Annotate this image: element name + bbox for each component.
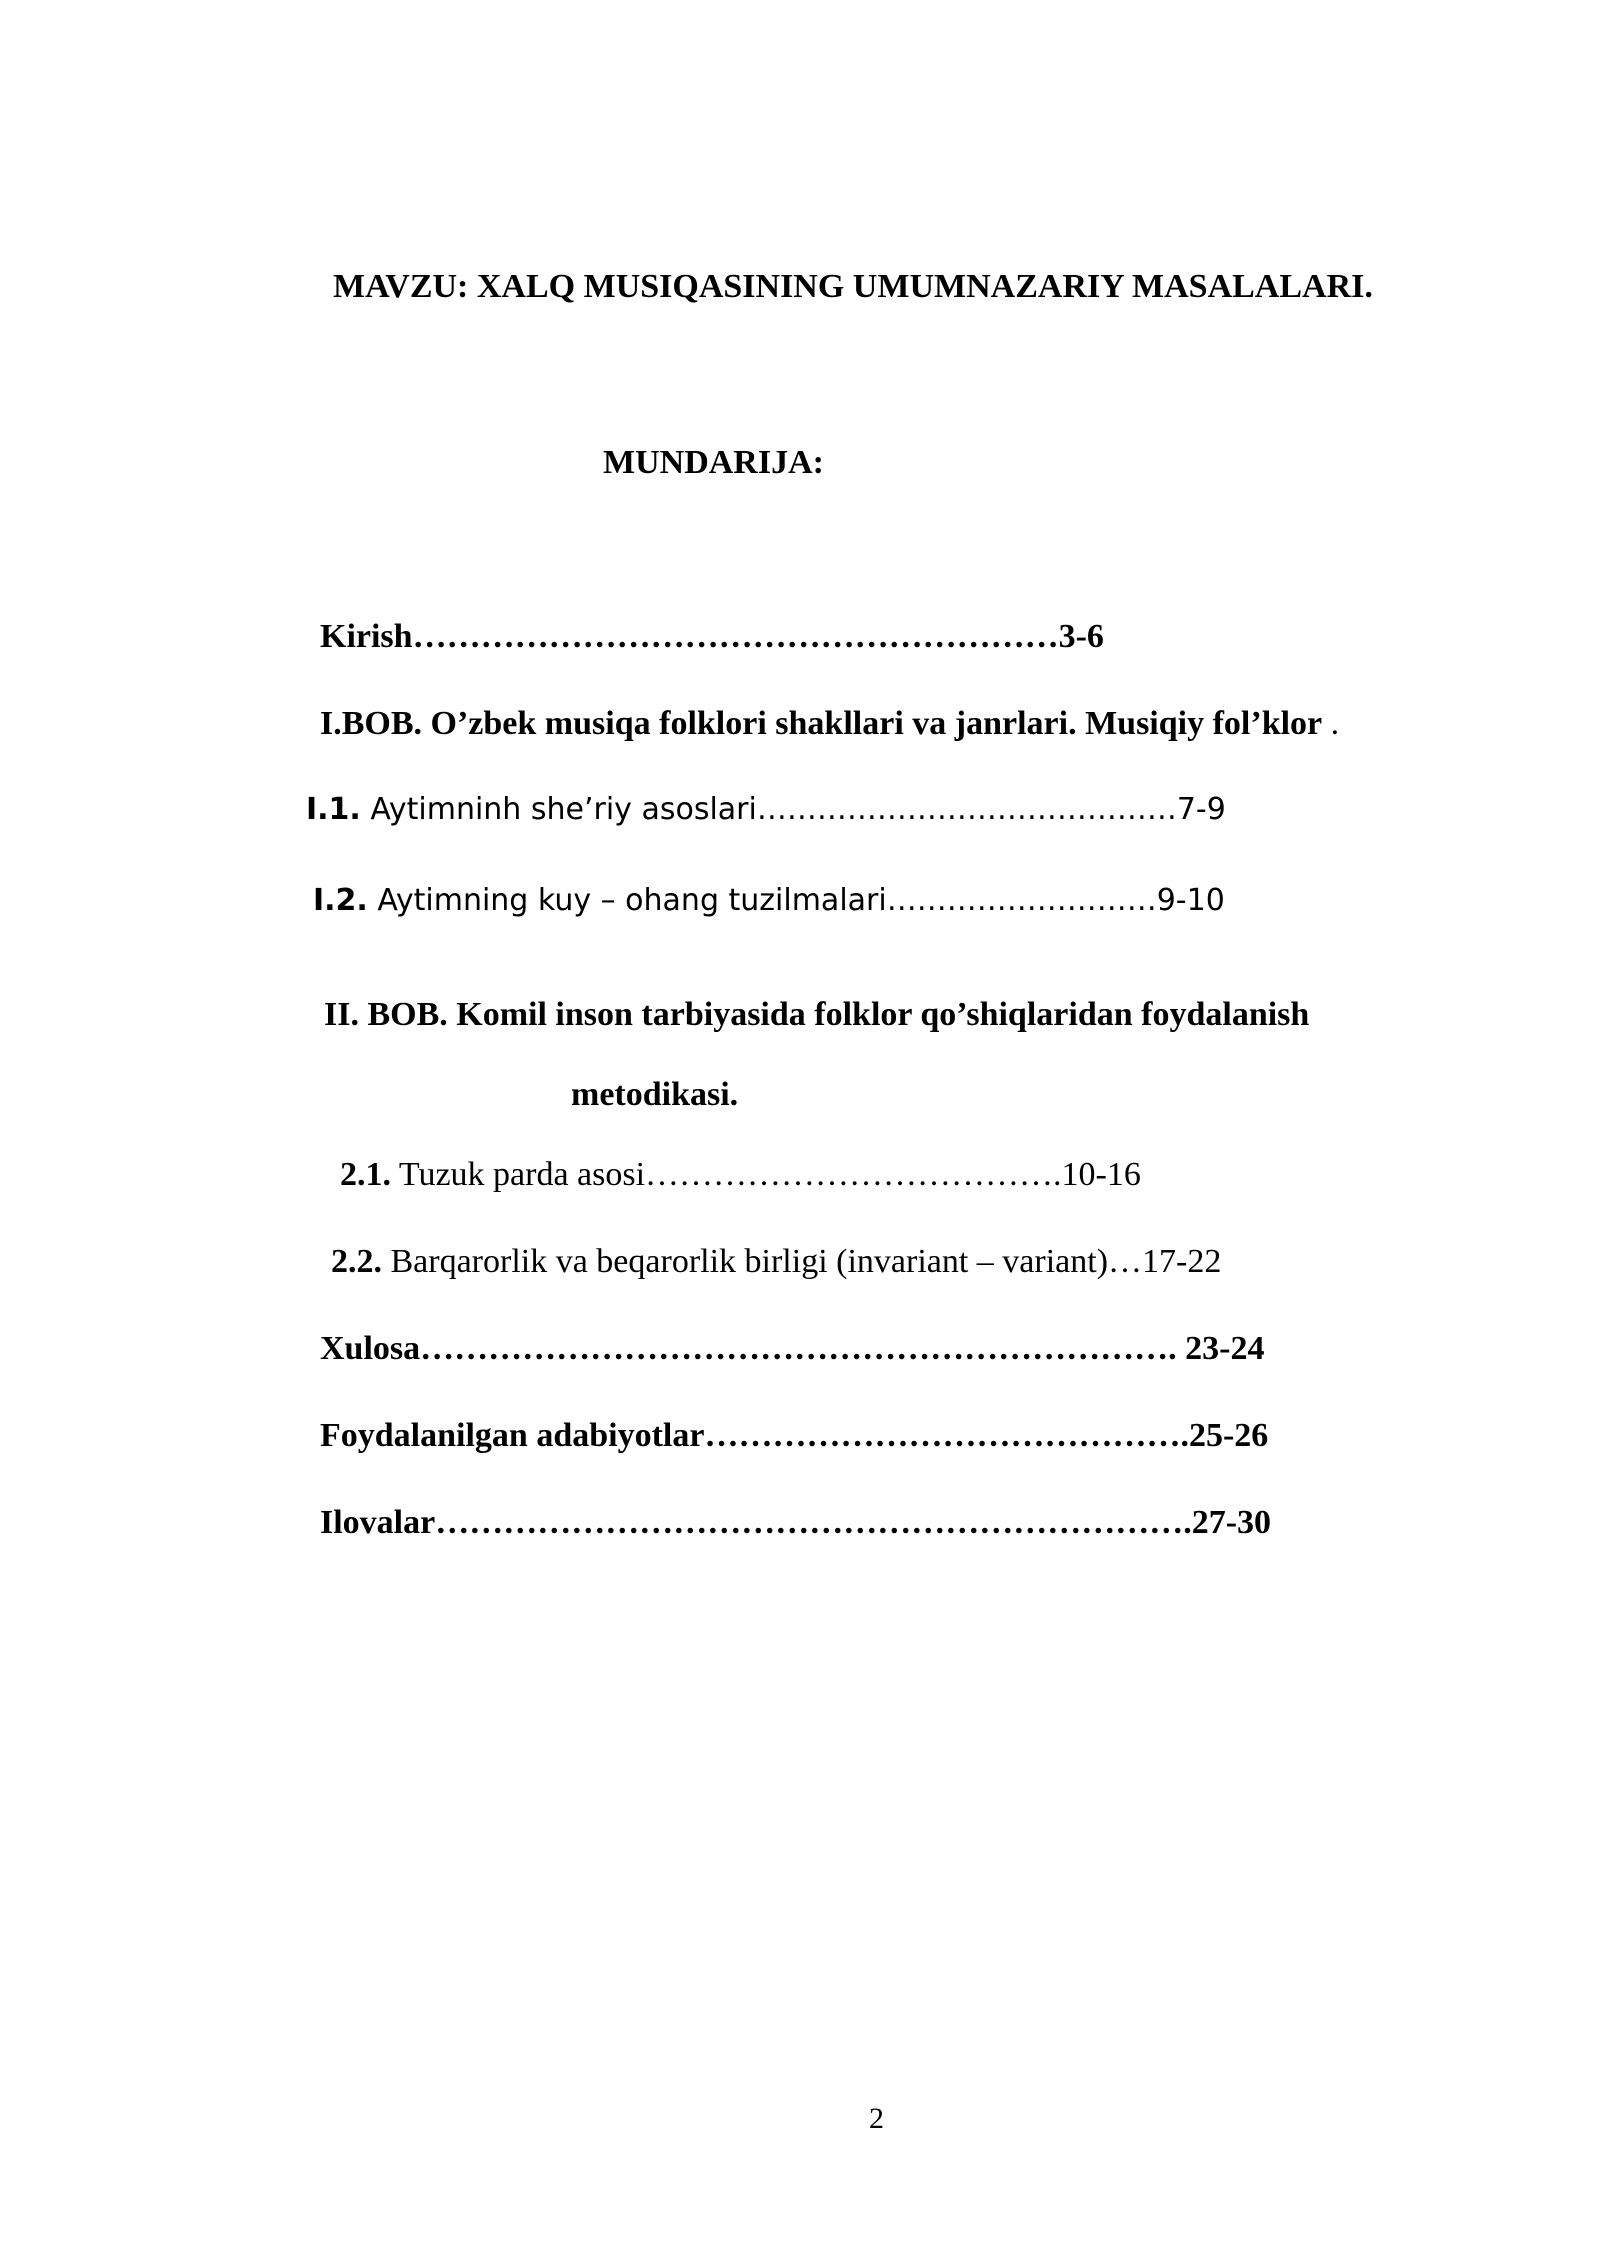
toc-entry-section-2-1 [340,1158,1141,1192]
toc-heading: MUNDARIJA: [603,444,824,481]
toc-entry-chapter-1 [320,707,1339,741]
toc-entry-chapter-2-line-1: II. BOB. Komil inson tarbiyasida folklor qo’shiqlaridan foydalanish [324,996,1310,1033]
toc-entry-section-2-2-number: 2.2. [331,1243,382,1280]
toc-entry-section-1-1-number: I.1. [306,792,361,827]
toc-entry-chapter-1-dot: . [1322,705,1340,742]
toc-entry-section-1-2 [313,883,1225,918]
toc-entry-section-2-1-number: 2.1. [340,1156,391,1193]
toc-entry-section-1-2-text: Aytimning kuy – ohang tuzilmalari………………………9-10 [367,883,1225,918]
toc-entry-section-2-2 [331,1245,1221,1279]
toc-entry-chapter-1-text: I.BOB. O’zbek musiqa folklori shakllari va janrlari. Musiqiy fol’klor [320,705,1323,742]
toc-entry-xulosa: Xulosa…………………………………………………………. 23-24 [320,1330,1265,1367]
toc-entry-ilovalar: Ilovalar………………………………………………………….27-30 [320,1504,1272,1541]
toc-entry-kirish: Kirish…………………………………………………3-6 [320,618,1104,655]
toc-entry-chapter-2-line-2: metodikasi. [571,1076,739,1113]
document-title: MAVZU: XALQ MUSIQASINING UMUMNAZARIY MASALALARI. [333,268,1373,305]
toc-entry-adabiyotlar: Foydalanilgan adabiyotlar…………………………………….25-26 [320,1417,1269,1454]
toc-entry-section-1-1 [306,792,1226,827]
toc-entry-section-1-2-number: I.2. [313,883,368,918]
toc-entry-section-2-2-text: Barqarorlik va beqarorlik birligi (invariant – variant)…17-22 [382,1243,1222,1280]
page-number: 2 [869,2102,884,2135]
toc-entry-section-1-1-text: Aytimninh she’riy asoslari……………………………………7-9 [360,792,1226,827]
toc-entry-section-2-1-text: Tuzuk parda asosi……………………………….10-16 [391,1156,1141,1193]
